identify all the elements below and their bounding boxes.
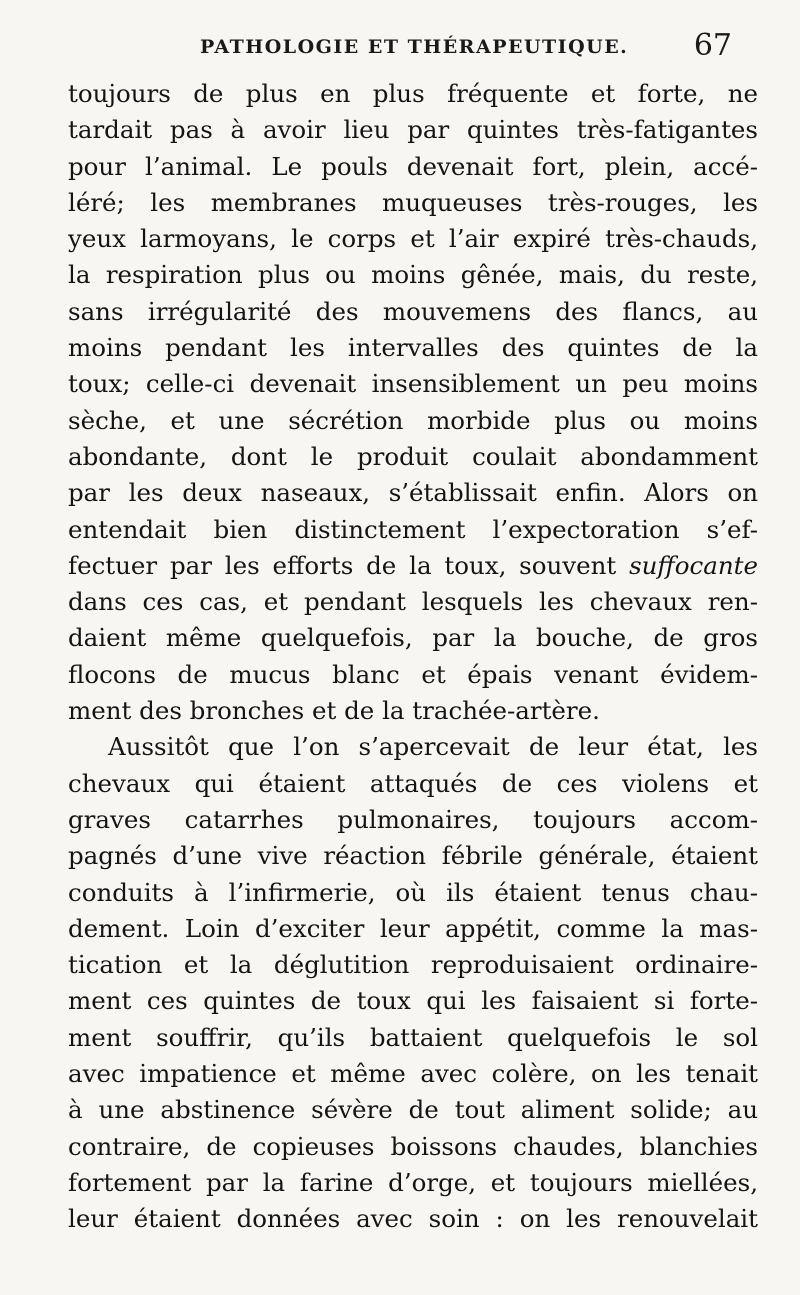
text-line: yeux larmoyans, le corps et l’air expiré très-chauds, (68, 224, 758, 254)
text-line: sèche, et une sécrétion morbide plus ou moins (68, 405, 758, 435)
text-line: ment des bronches et de la trachée-artère. (68, 696, 600, 726)
body-text (68, 76, 758, 1238)
running-head: PATHOLOGIE ET THÉRAPEUTIQUE. (200, 36, 629, 58)
text-line: toux; celle-ci devenait insensiblement un peu moins (68, 369, 758, 399)
text-line: abondante, dont le produit coulait abondamment (68, 441, 758, 471)
text-line: toujours de plus en plus fréquente et forte, ne (68, 79, 758, 108)
text-line: contraire, de copieuses boissons chaudes, blanchies (68, 1131, 758, 1161)
text-line: tardait pas à avoir lieu par quintes très-fatigantes (68, 115, 758, 145)
text-line: moins pendant les intervalles des quintes de la (68, 333, 758, 363)
text-line: à une abstinence sévère de tout aliment solide; au (68, 1095, 758, 1125)
text-line: daient même quelquefois, par la bouche, de gros (68, 623, 758, 653)
text-line: avec impatience et même avec colère, on les tenait (68, 1059, 758, 1089)
text-line: pour l’animal. Le pouls devenait fort, plein, accé- (68, 151, 758, 181)
paragraph-1 (68, 76, 758, 729)
text-line: sans irrégularité des mouvemens des flancs, au (68, 296, 758, 326)
text-line: la respiration plus ou moins gênée, mais, du reste, (68, 260, 758, 290)
italic-word: suffocante (629, 550, 758, 580)
text-line: leur étaient données avec soin : on les renouvelait (68, 1204, 758, 1234)
paragraph-2 (68, 729, 758, 1237)
text-line: ment souffrir, qu’ils battaient quelquefois le sol (68, 1022, 758, 1052)
text-line: chevaux qui étaient attaqués de ces violens et (68, 768, 758, 798)
text-line: ment ces quintes de toux qui les faisaient si forte- (68, 986, 758, 1016)
text-segment: fectuer par les efforts de la toux, souvent (68, 550, 630, 580)
text-line: entendait bien distinctement l’expectoration s’ef- (68, 514, 758, 544)
text-line: pagnés d’une vive réaction fébrile générale, étaient (68, 841, 758, 871)
page-number: 67 (693, 28, 732, 63)
text-line: fortement par la farine d’orge, et toujours miellées, (68, 1167, 758, 1197)
text-line: tication et la déglutition reproduisaient ordinaire- (68, 950, 758, 980)
text-line: dans ces cas, et pendant lesquels les chevaux ren- (68, 587, 758, 617)
text-line: Aussitôt que l’on s’apercevait de leur état, les (108, 732, 758, 762)
text-line: graves catarrhes pulmonaires, toujours accom- (68, 804, 758, 834)
text-line: par les deux naseaux, s’établissait enfin. Alors on (68, 478, 758, 508)
page-header (60, 28, 750, 68)
text-line: conduits à l’infirmerie, où ils étaient tenus chau- (68, 877, 758, 907)
text-line-with-italic (68, 548, 758, 584)
text-line: flocons de mucus blanc et épais venant évidem- (68, 659, 758, 689)
text-line: léré; les membranes muqueuses très-rouges, les (68, 187, 758, 217)
text-line: dement. Loin d’exciter leur appétit, comme la mas- (68, 913, 758, 943)
